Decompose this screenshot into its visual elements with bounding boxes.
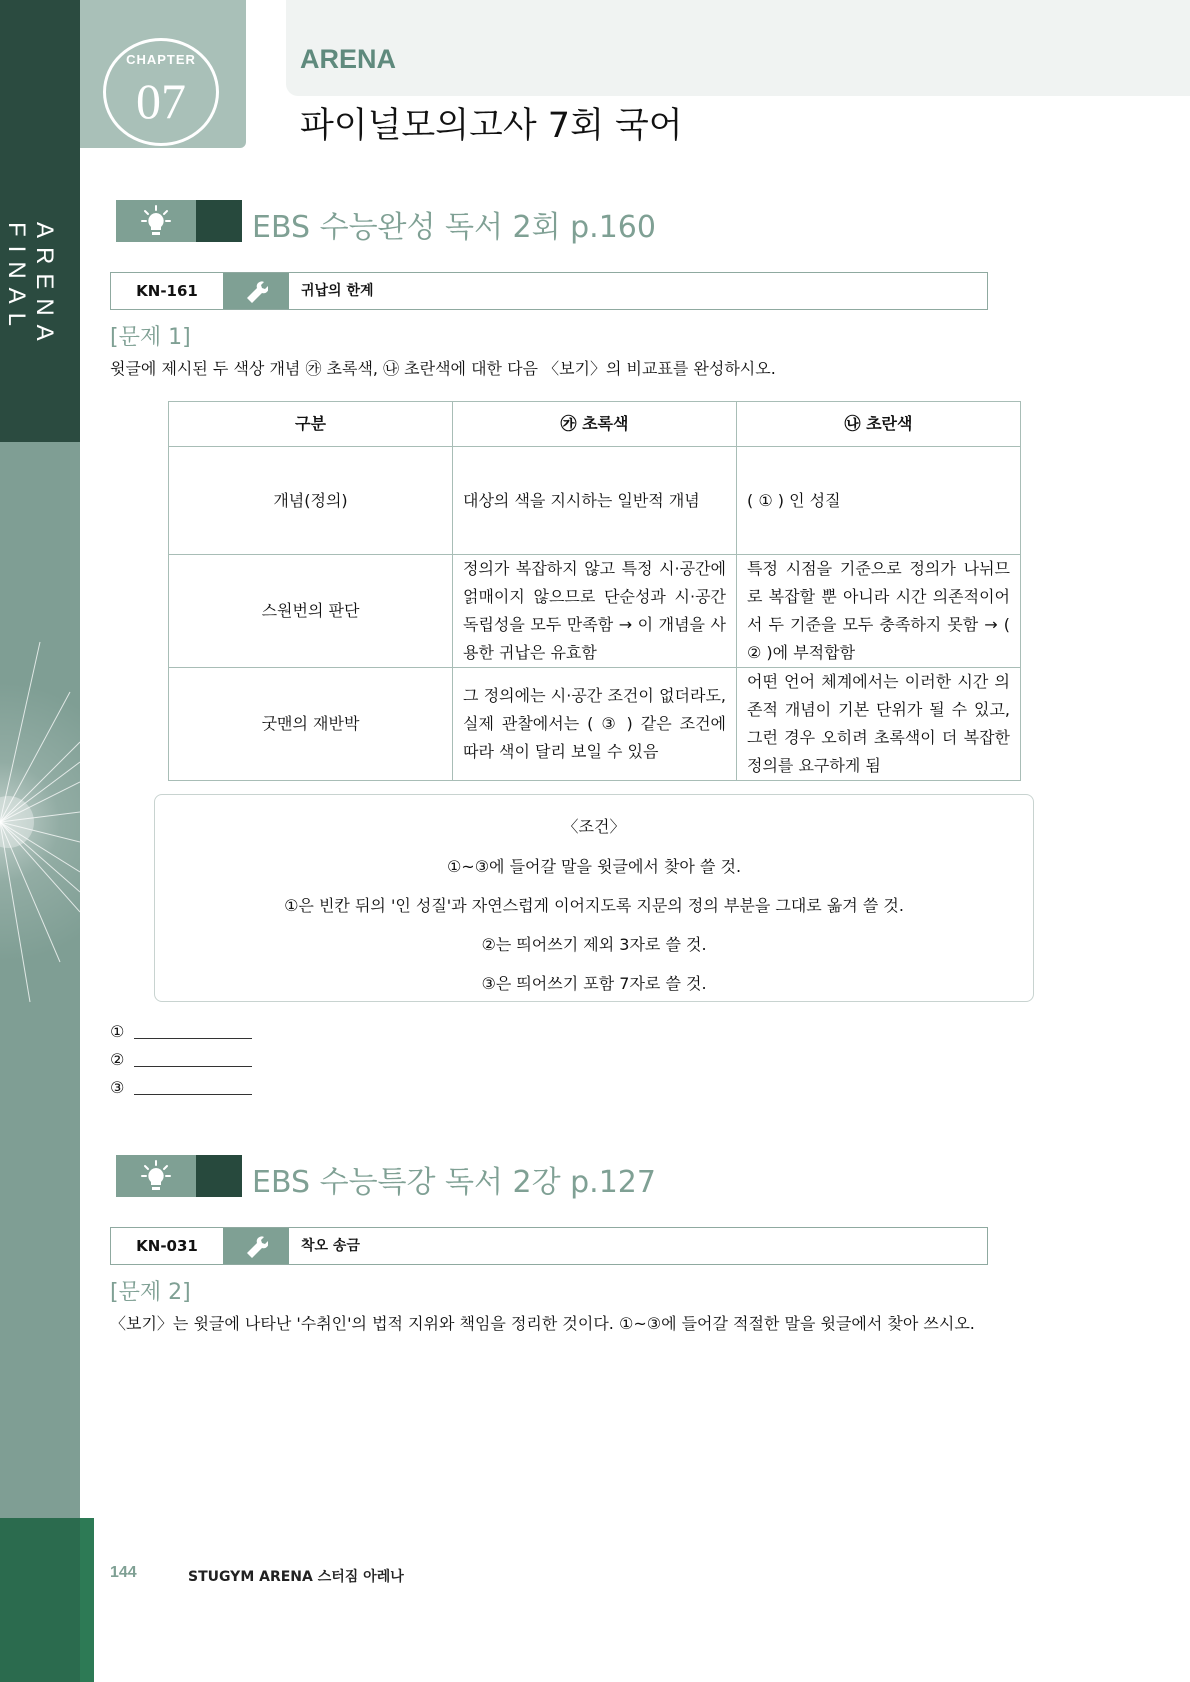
answer-marker: ② <box>110 1050 125 1069</box>
wrench-icon <box>223 1228 289 1264</box>
code-id: KN-031 <box>136 1237 198 1255</box>
table-cell: 그 정의에는 시·공간 조건이 없더라도, 실제 관찰에서는 ( ③ ) 같은 조건에 따라 색이 달리 보일 수 있음 <box>453 668 737 781</box>
header-band <box>286 0 1190 96</box>
question-label-1: [문제 1] <box>110 325 191 350</box>
table-cell: 대상의 색을 지시하는 일반적 개념 <box>453 447 737 555</box>
page-title: 파이널모의고사 7회 국어 <box>300 106 683 146</box>
code-id: KN-161 <box>136 282 198 300</box>
question-label-2: [문제 2] <box>110 1280 191 1305</box>
section-title-2: EBS 수능특강 독서 2강 p.127 <box>252 1165 656 1200</box>
comparison-table <box>168 401 1021 781</box>
condition-item: ①은 빈칸 뒤의 '인 성질'과 자연스럽게 이어지도록 지문의 정의 부분을 그대로 옮겨 쓸 것. <box>284 896 904 915</box>
conditions-title: 〈조건〉 <box>562 817 626 836</box>
condition-item: ②는 띄어쓰기 제외 3자로 쓸 것. <box>481 935 707 954</box>
side-band-bottom-accent <box>80 1518 94 1682</box>
table-cell: 어떤 언어 체계에서는 이러한 시간 의존적 개념이 기본 단위가 될 수 있고, 그런 경우 오히려 초록색이 더 복잡한 정의를 요구하게 됨 <box>737 668 1021 781</box>
wrench-icon <box>223 273 289 309</box>
answer-blank[interactable] <box>134 1094 252 1095</box>
lightbulb-icon <box>116 1155 196 1197</box>
question-text-2: 〈보기〉는 윗글에 나타난 '수취인'의 법적 지위와 책임을 정리한 것이다. ①~③에 들어갈 적절한 말을 윗글에서 찾아 쓰시오. <box>110 1314 975 1333</box>
section-marker <box>196 1155 242 1197</box>
code-bar-2 <box>110 1227 988 1265</box>
row-label: 개념(정의) <box>169 447 453 555</box>
answer-marker: ③ <box>110 1078 125 1097</box>
code-topic: 귀납의 한계 <box>301 283 374 299</box>
answer-line-3[interactable] <box>110 1078 252 1097</box>
arena-word: ARENA <box>300 44 397 74</box>
section-title-1: EBS 수능완성 독서 2회 p.160 <box>252 210 656 245</box>
row-label: 굿맨의 재반박 <box>169 668 453 781</box>
answer-blank[interactable] <box>134 1038 252 1039</box>
table-row <box>169 447 1021 555</box>
answer-line-1[interactable] <box>110 1022 252 1041</box>
table-header: ㉯ 초란색 <box>737 402 1021 447</box>
table-header: ㉮ 초록색 <box>453 402 737 447</box>
chapter-number: 07 <box>136 73 186 129</box>
footer-brand: STUGYM ARENA 스터짐 아레나 <box>188 1569 404 1585</box>
table-header: 구분 <box>169 402 453 447</box>
answer-marker: ① <box>110 1022 125 1041</box>
code-bar-1 <box>110 272 988 310</box>
condition-item: ③은 띄어쓰기 포함 7자로 쓸 것. <box>481 974 707 993</box>
table-cell: 정의가 복잡하지 않고 특정 시·공간에 얽매이지 않으므로 단순성과 시·공간 독립성을 모두 만족함 → 이 개념을 사용한 귀납은 유효함 <box>453 555 737 668</box>
chapter-word: CHAPTER <box>126 52 196 67</box>
side-decoration <box>0 442 80 1142</box>
page-number: 144 <box>110 1564 137 1581</box>
row-label: 스원번의 판단 <box>169 555 453 668</box>
lightbulb-icon <box>116 200 196 242</box>
table-cell: 특정 시점을 기준으로 정의가 나뉘므로 복잡할 뿐 아니라 시간 의존적이어서 두 기준을 모두 충족하지 못함 → ( ② )에 부적합함 <box>737 555 1021 668</box>
side-vertical-label: ARENA FINAL <box>3 222 58 349</box>
answer-blank[interactable] <box>134 1066 252 1067</box>
answer-line-2[interactable] <box>110 1050 252 1069</box>
table-row <box>169 668 1021 781</box>
table-row <box>169 555 1021 668</box>
table-cell: ( ① ) 인 성질 <box>737 447 1021 555</box>
condition-item: ①~③에 들어갈 말을 윗글에서 찾아 쓸 것. <box>446 857 742 876</box>
section-marker <box>196 200 242 242</box>
question-text-1: 윗글에 제시된 두 색상 개념 ㉮ 초록색, ㉯ 초란색에 대한 다음 〈보기〉의 비교표를 완성하시오. <box>110 359 776 378</box>
table-header-row <box>169 402 1021 447</box>
code-topic: 착오 송금 <box>301 1238 360 1254</box>
